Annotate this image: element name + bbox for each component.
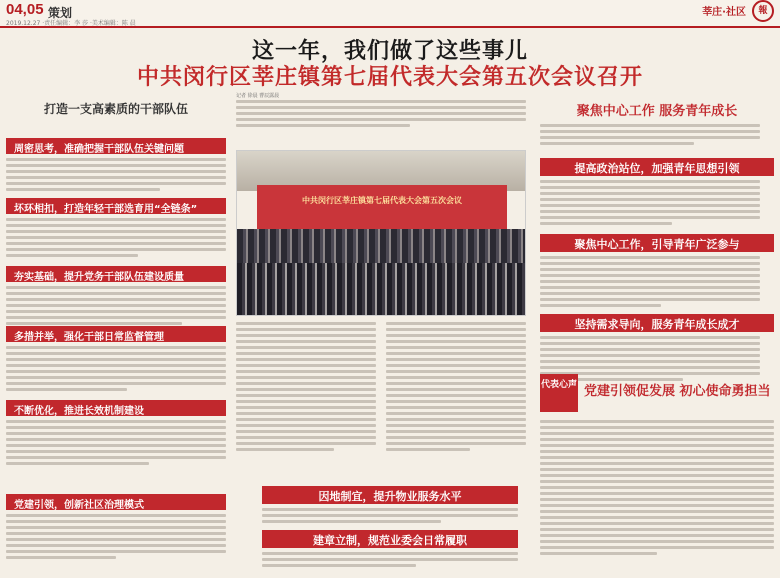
body-text-block <box>6 346 226 394</box>
bottom-subhead-2: 建章立制，规范业委会日常履职 <box>262 530 518 548</box>
left-column-title: 打造一支高素质的干部队伍 <box>43 102 188 116</box>
feature-badge: 代表心声 <box>540 374 578 412</box>
headline-line2: 中共闵行区莘庄镇第七届代表大会第五次会议召开 <box>136 65 643 90</box>
left-column <box>6 100 226 570</box>
feature-title: 党建引领促发展 初心使命勇担当 <box>584 384 771 399</box>
body-text-block <box>540 420 774 558</box>
feature-box <box>540 374 774 416</box>
body-text-block <box>540 180 760 228</box>
body-text-block <box>540 256 760 310</box>
masthead-logo-icon: 報 <box>752 0 774 22</box>
left-subhead-3: 夯实基础，提升党务干部队伍建设质量 <box>6 266 226 282</box>
body-text-block <box>262 552 518 570</box>
section-label: 策划 <box>48 6 73 20</box>
meeting-photo <box>236 150 526 316</box>
headline-line1: 这一年，我们做了这些事儿 <box>251 39 528 64</box>
body-text-block <box>6 514 226 562</box>
body-text-block <box>6 420 226 468</box>
body-text-block <box>236 322 376 454</box>
masthead: 莘庄·社区 <box>702 7 746 18</box>
right-column-title: 聚焦中心工作 服务青年成长 <box>576 104 738 119</box>
left-subhead-2: 坏环相扣，打造年轻干部选育用“全链条” <box>6 198 226 214</box>
body-text-block <box>386 322 526 454</box>
left-subhead-5: 不断优化，推进长效机制建设 <box>6 400 226 416</box>
byline: 记者 徐晨 曹辰露晨 <box>236 93 280 99</box>
photo-banner-text: 中共闵行区莘庄镇第七届代表大会第五次会议 <box>302 196 462 205</box>
top-bar <box>0 0 780 28</box>
intro-text-block <box>540 124 760 148</box>
body-text-block <box>6 158 226 194</box>
left-subhead-4: 多措并举，强化干部日常监督管理 <box>6 326 226 342</box>
body-text-block <box>6 286 226 328</box>
right-subhead-1: 提高政治站位，加强青年思想引领 <box>540 158 774 176</box>
page-number: 04,05 <box>6 1 44 18</box>
left-subhead-6: 党建引领，创新社区治理模式 <box>6 494 226 510</box>
right-subhead-2: 聚焦中心工作，引导青年广泛参与 <box>540 234 774 252</box>
body-text-block <box>262 508 518 526</box>
bottom-subhead-1: 因地制宜，提升物业服务水平 <box>262 486 518 504</box>
intro-text-block <box>236 100 526 130</box>
body-text-block <box>6 218 226 260</box>
right-subhead-3: 坚持需求导向，服务青年成长成才 <box>540 314 774 332</box>
left-subhead-1: 周密思考，准确把握干部队伍关键问题 <box>6 138 226 154</box>
dateline: 2019.12.27 ·责任编辑：李 莎 ·美术编辑：陈 晨 <box>6 20 136 27</box>
